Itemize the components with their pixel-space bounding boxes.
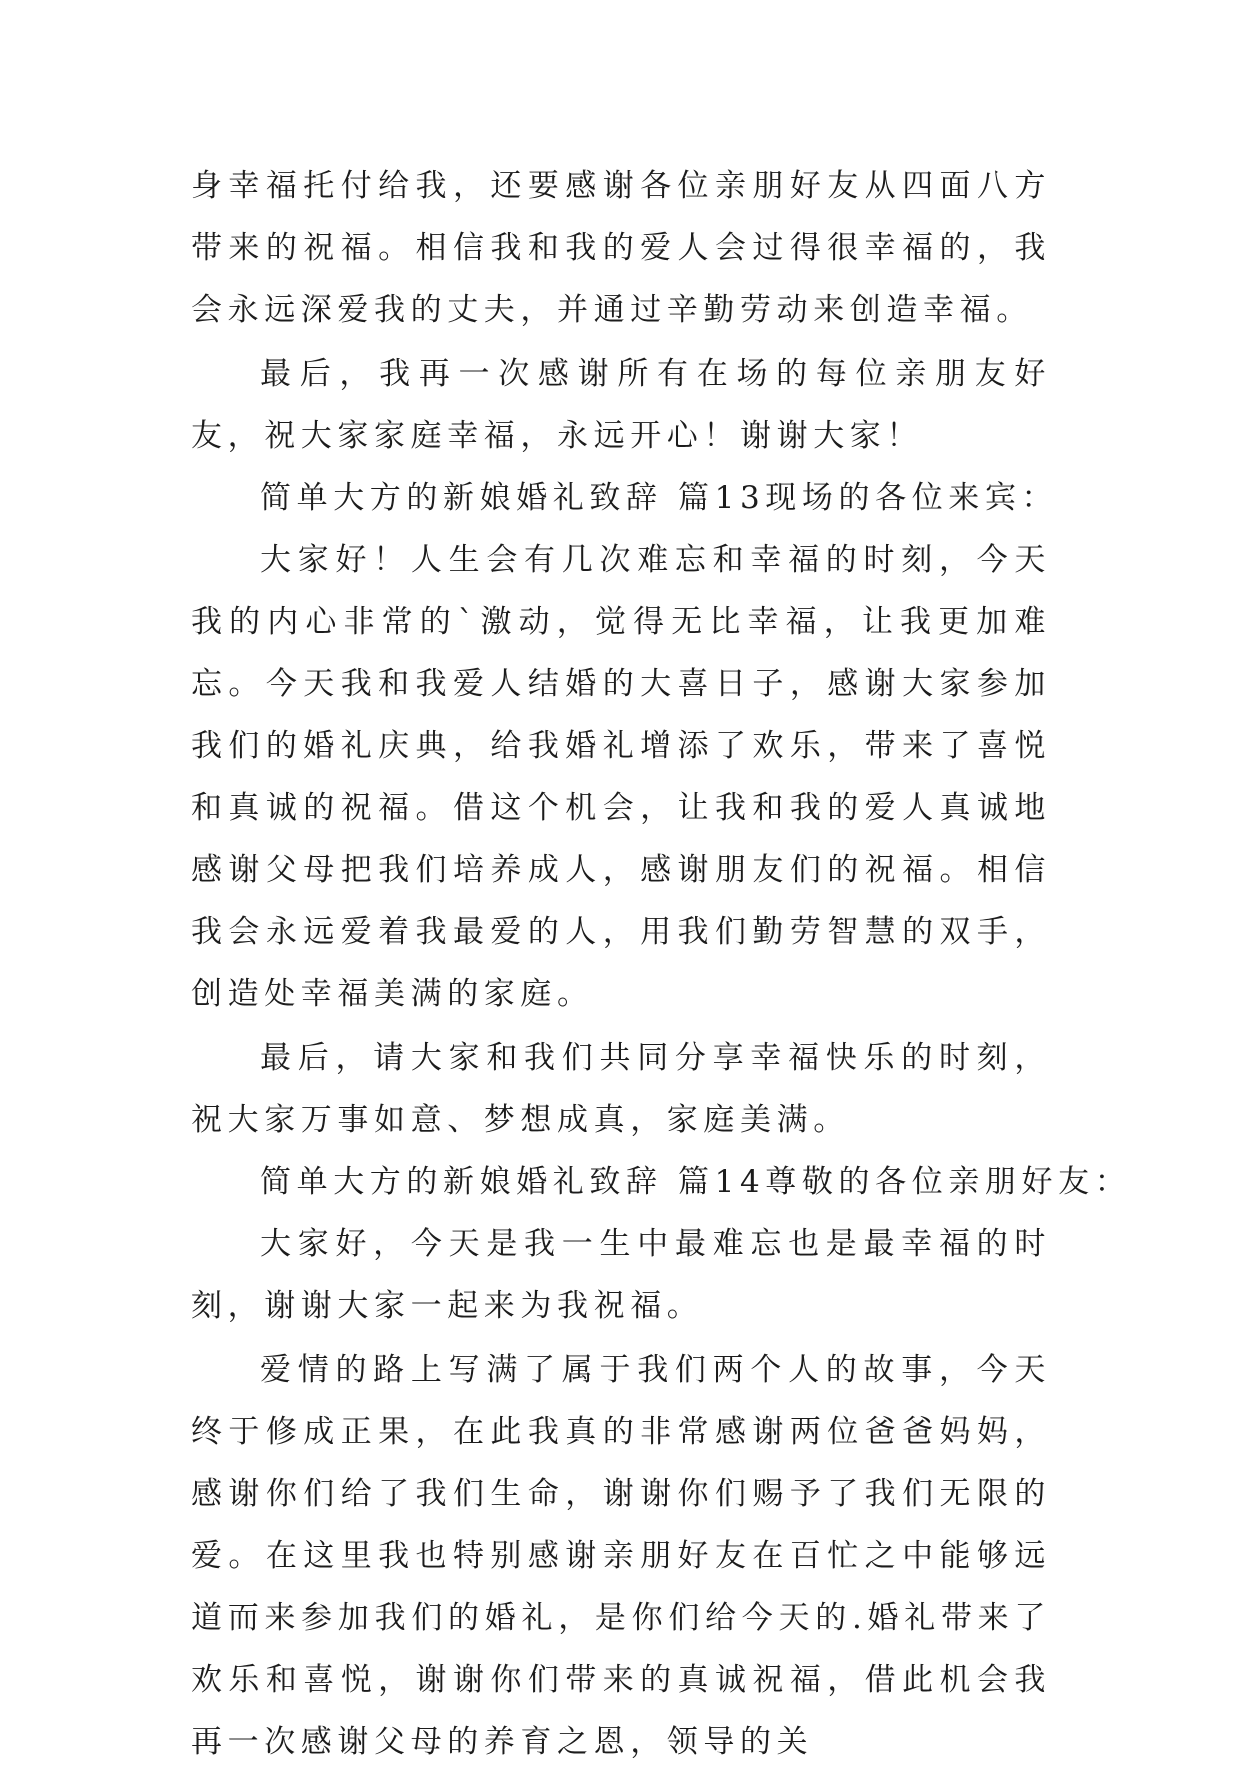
section-heading: 简单大方的新娘婚礼致辞 篇14尊敬的各位亲朋好友： — [260, 1164, 1132, 1200]
document-page — [191, 155, 1132, 1773]
body-paragraph: 最后，请大家和我们共同分享幸福快乐的时刻，祝大家万事如意、梦想成真，家庭美满。 — [191, 1040, 1051, 1138]
body-paragraph: 大家好，今天是我一生中最难忘也是最幸福的时刻，谢谢大家一起来为我祝福。 — [191, 1226, 1051, 1324]
body-paragraph: 爱情的路上写满了属于我们两个人的故事，今天终于修成正果，在此我真的非常感谢两位爸爸妈妈，感谢你们给了我们生命，谢谢你们赐予了我们无限的爱。在这里我也特别感谢亲朋好友在百忙之中能够远道而来参加我们的婚礼，是你们给今天的.婚礼带来了欢乐和喜悦，谢谢你们带来的真诚祝福，借此机会我再一次感谢父母的养育之恩，领导的关 — [191, 1352, 1051, 1760]
body-paragraph: 大家好！人生会有几次难忘和幸福的时刻，今天我的内心非常的`激动，觉得无比幸福，让我更加难忘。今天我和我爱人结婚的大喜日子，感谢大家参加我们的婚礼庆典，给我婚礼增添了欢乐，带来了喜悦和真诚的祝福。借这个机会，让我和我的爱人真诚地感谢父母把我们培养成人，感谢朋友们的祝福。相信我会永远爱着我最爱的人，用我们勤劳智慧的双手，创造处幸福美满的家庭。 — [191, 542, 1051, 1012]
body-paragraph: 身幸福托付给我，还要感谢各位亲朋好友从四面八方带来的祝福。相信我和我的爱人会过得很幸福的，我会永远深爱我的丈夫，并通过辛勤劳动来创造幸福。 — [191, 168, 1051, 328]
body-paragraph: 最后，我再一次感谢所有在场的每位亲朋友好友，祝大家家庭幸福，永远开心！谢谢大家！ — [191, 356, 1051, 454]
section-heading: 简单大方的新娘婚礼致辞 篇13现场的各位来宾： — [260, 480, 1059, 516]
